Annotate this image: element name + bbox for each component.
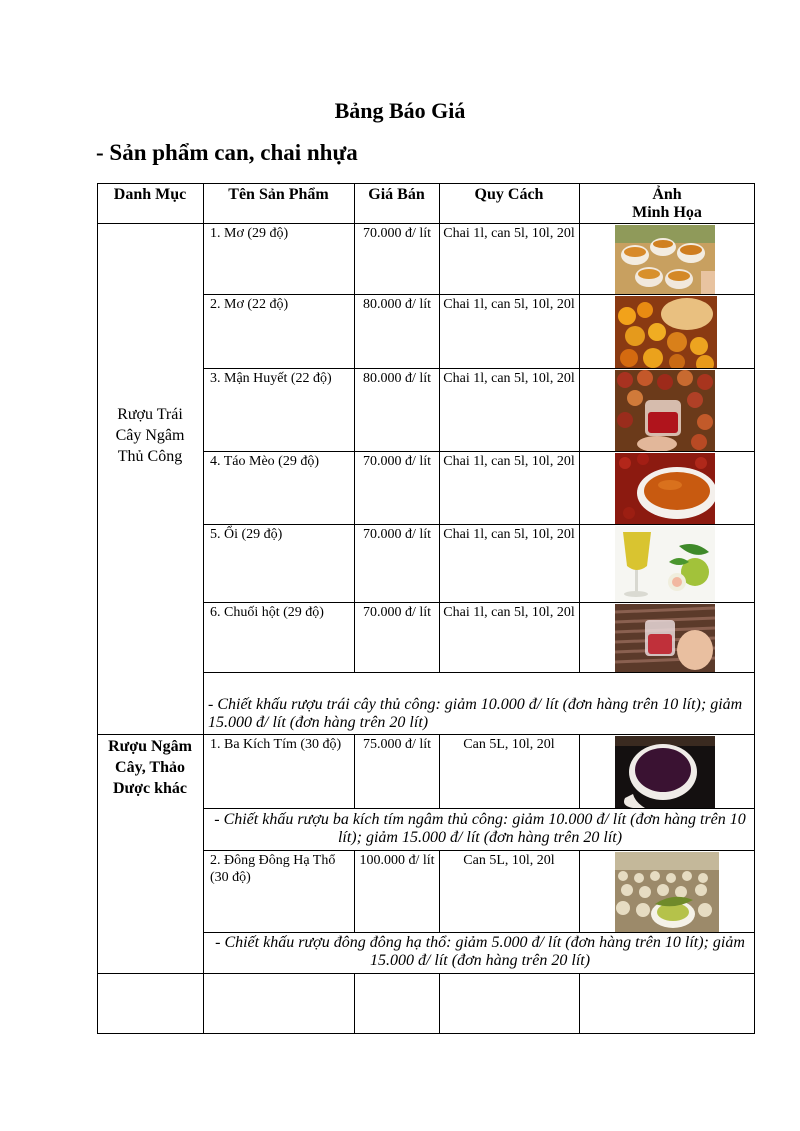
table-border-left: [97, 183, 98, 1034]
product-price: 80.000 đ/ lít: [362, 297, 432, 312]
product-price: 70.000 đ/ lít: [362, 605, 432, 620]
product-price: 70.000 đ/ lít: [362, 527, 432, 542]
product-spec: Can 5L, 10l, 20l: [463, 853, 555, 868]
row-divider: [203, 850, 755, 851]
col-divider: [354, 734, 355, 809]
product-price: 70.000 đ/ lít: [362, 454, 432, 469]
row-divider: [203, 294, 755, 295]
page-title: Bảng Báo Giá: [334, 98, 466, 123]
product-name: 5. Ổi (29 độ): [210, 527, 283, 542]
table-border-bottom: [97, 1033, 755, 1034]
product-name: 1. Mơ (29 độ): [210, 226, 289, 241]
product-price: 100.000 đ/ lít: [359, 853, 435, 868]
col-divider: [354, 850, 355, 933]
product-spec: Chai 1l, can 5l, 10l, 20l: [443, 226, 575, 241]
product-name: 1. Ba Kích Tím (30 độ): [210, 737, 342, 752]
row-divider: [203, 368, 755, 369]
apricot-basket-photo: [615, 296, 717, 368]
product-price: 80.000 đ/ lít: [362, 371, 432, 386]
product-name: 2. Đông Đông Hạ Thổ (30 độ): [210, 853, 336, 885]
category-herbal-wine: Rượu Ngâm Cây, Thảo Dược khác: [108, 738, 192, 797]
col-divider: [203, 183, 204, 1034]
product-price: 70.000 đ/ lít: [362, 226, 432, 241]
group-divider: [97, 973, 755, 974]
cordyceps-photo: [615, 852, 719, 932]
header-divider: [97, 223, 755, 224]
header-product: Tên Sản Phẩm: [228, 186, 329, 203]
discount-note-ba-kich: - Chiết khấu rượu ba kích tím ngâm thủ công: giảm 10.000 đ/ lít (đơn hàng trên 10 lít); giảm 15.000 đ/ lít (đơn hàng trên 20 lít): [214, 811, 746, 846]
col-divider: [439, 734, 440, 809]
product-spec: Chai 1l, can 5l, 10l, 20l: [443, 297, 575, 312]
product-name: 3. Mận Huyết (22 độ): [210, 371, 332, 386]
row-divider: [203, 672, 755, 673]
product-name: 6. Chuối hột (29 độ): [210, 605, 324, 620]
purple-wine-cup-photo: [615, 736, 715, 808]
col-divider: [354, 183, 355, 673]
group-divider: [97, 734, 755, 735]
header-spec: Quy Cách: [474, 186, 544, 203]
col-divider: [579, 183, 580, 673]
header-image: [579, 186, 755, 222]
product-name: 4. Táo Mèo (29 độ): [210, 454, 319, 469]
product-name: 2. Mơ (22 độ): [210, 297, 289, 312]
price-table: [97, 183, 755, 1034]
row-divider: [203, 602, 755, 603]
col-divider: [579, 973, 580, 1034]
wine-bowl-photo: [615, 453, 715, 524]
discount-note-fruit: - Chiết khấu rượu trái cây thủ công: giảm 10.000 đ/ lít (đơn hàng trên 10 lít); giảm 15.000 đ/ lít (đơn hàng trên 20 lít): [208, 696, 743, 731]
header-image-line1: Ảnh: [652, 186, 682, 203]
product-price: 75.000 đ/ lít: [362, 737, 432, 752]
product-spec: Chai 1l, can 5l, 10l, 20l: [443, 527, 575, 542]
col-divider: [579, 850, 580, 933]
row-divider: [203, 451, 755, 452]
row-divider: [203, 932, 755, 933]
table-border-top: [97, 183, 755, 184]
header-category: Danh Mục: [113, 186, 187, 203]
product-spec: Chai 1l, can 5l, 10l, 20l: [443, 454, 575, 469]
guava-wine-photo: [615, 526, 715, 602]
discount-note-dong-dong: - Chiết khấu rượu đông đông hạ thổ: giảm 5.000 đ/ lít (đơn hàng trên 10 lít); giảm 15.000 đ/ lít (đơn hàng trên 20 lít): [215, 934, 745, 969]
product-spec: Chai 1l, can 5l, 10l, 20l: [443, 371, 575, 386]
row-divider: [203, 524, 755, 525]
col-divider: [439, 850, 440, 933]
col-divider: [439, 183, 440, 673]
table-border-right: [754, 183, 755, 1034]
category-fruit-wine: Rượu Trái Cây Ngâm Thủ Công: [115, 406, 185, 465]
banana-seed-photo: [615, 604, 715, 672]
col-divider: [439, 973, 440, 1034]
header-price: Giá Bán: [368, 186, 425, 203]
product-spec: Chai 1l, can 5l, 10l, 20l: [443, 605, 575, 620]
tea-cups-photo: [615, 225, 715, 294]
header-image-line2: Minh Họa: [632, 204, 702, 221]
row-divider: [203, 808, 755, 809]
col-divider: [579, 734, 580, 809]
col-divider: [354, 973, 355, 1034]
section-subtitle: - Sản phẩm can, chai nhựa: [96, 140, 358, 165]
product-spec: Can 5L, 10l, 20l: [463, 737, 555, 752]
plums-glass-photo: [615, 370, 715, 451]
